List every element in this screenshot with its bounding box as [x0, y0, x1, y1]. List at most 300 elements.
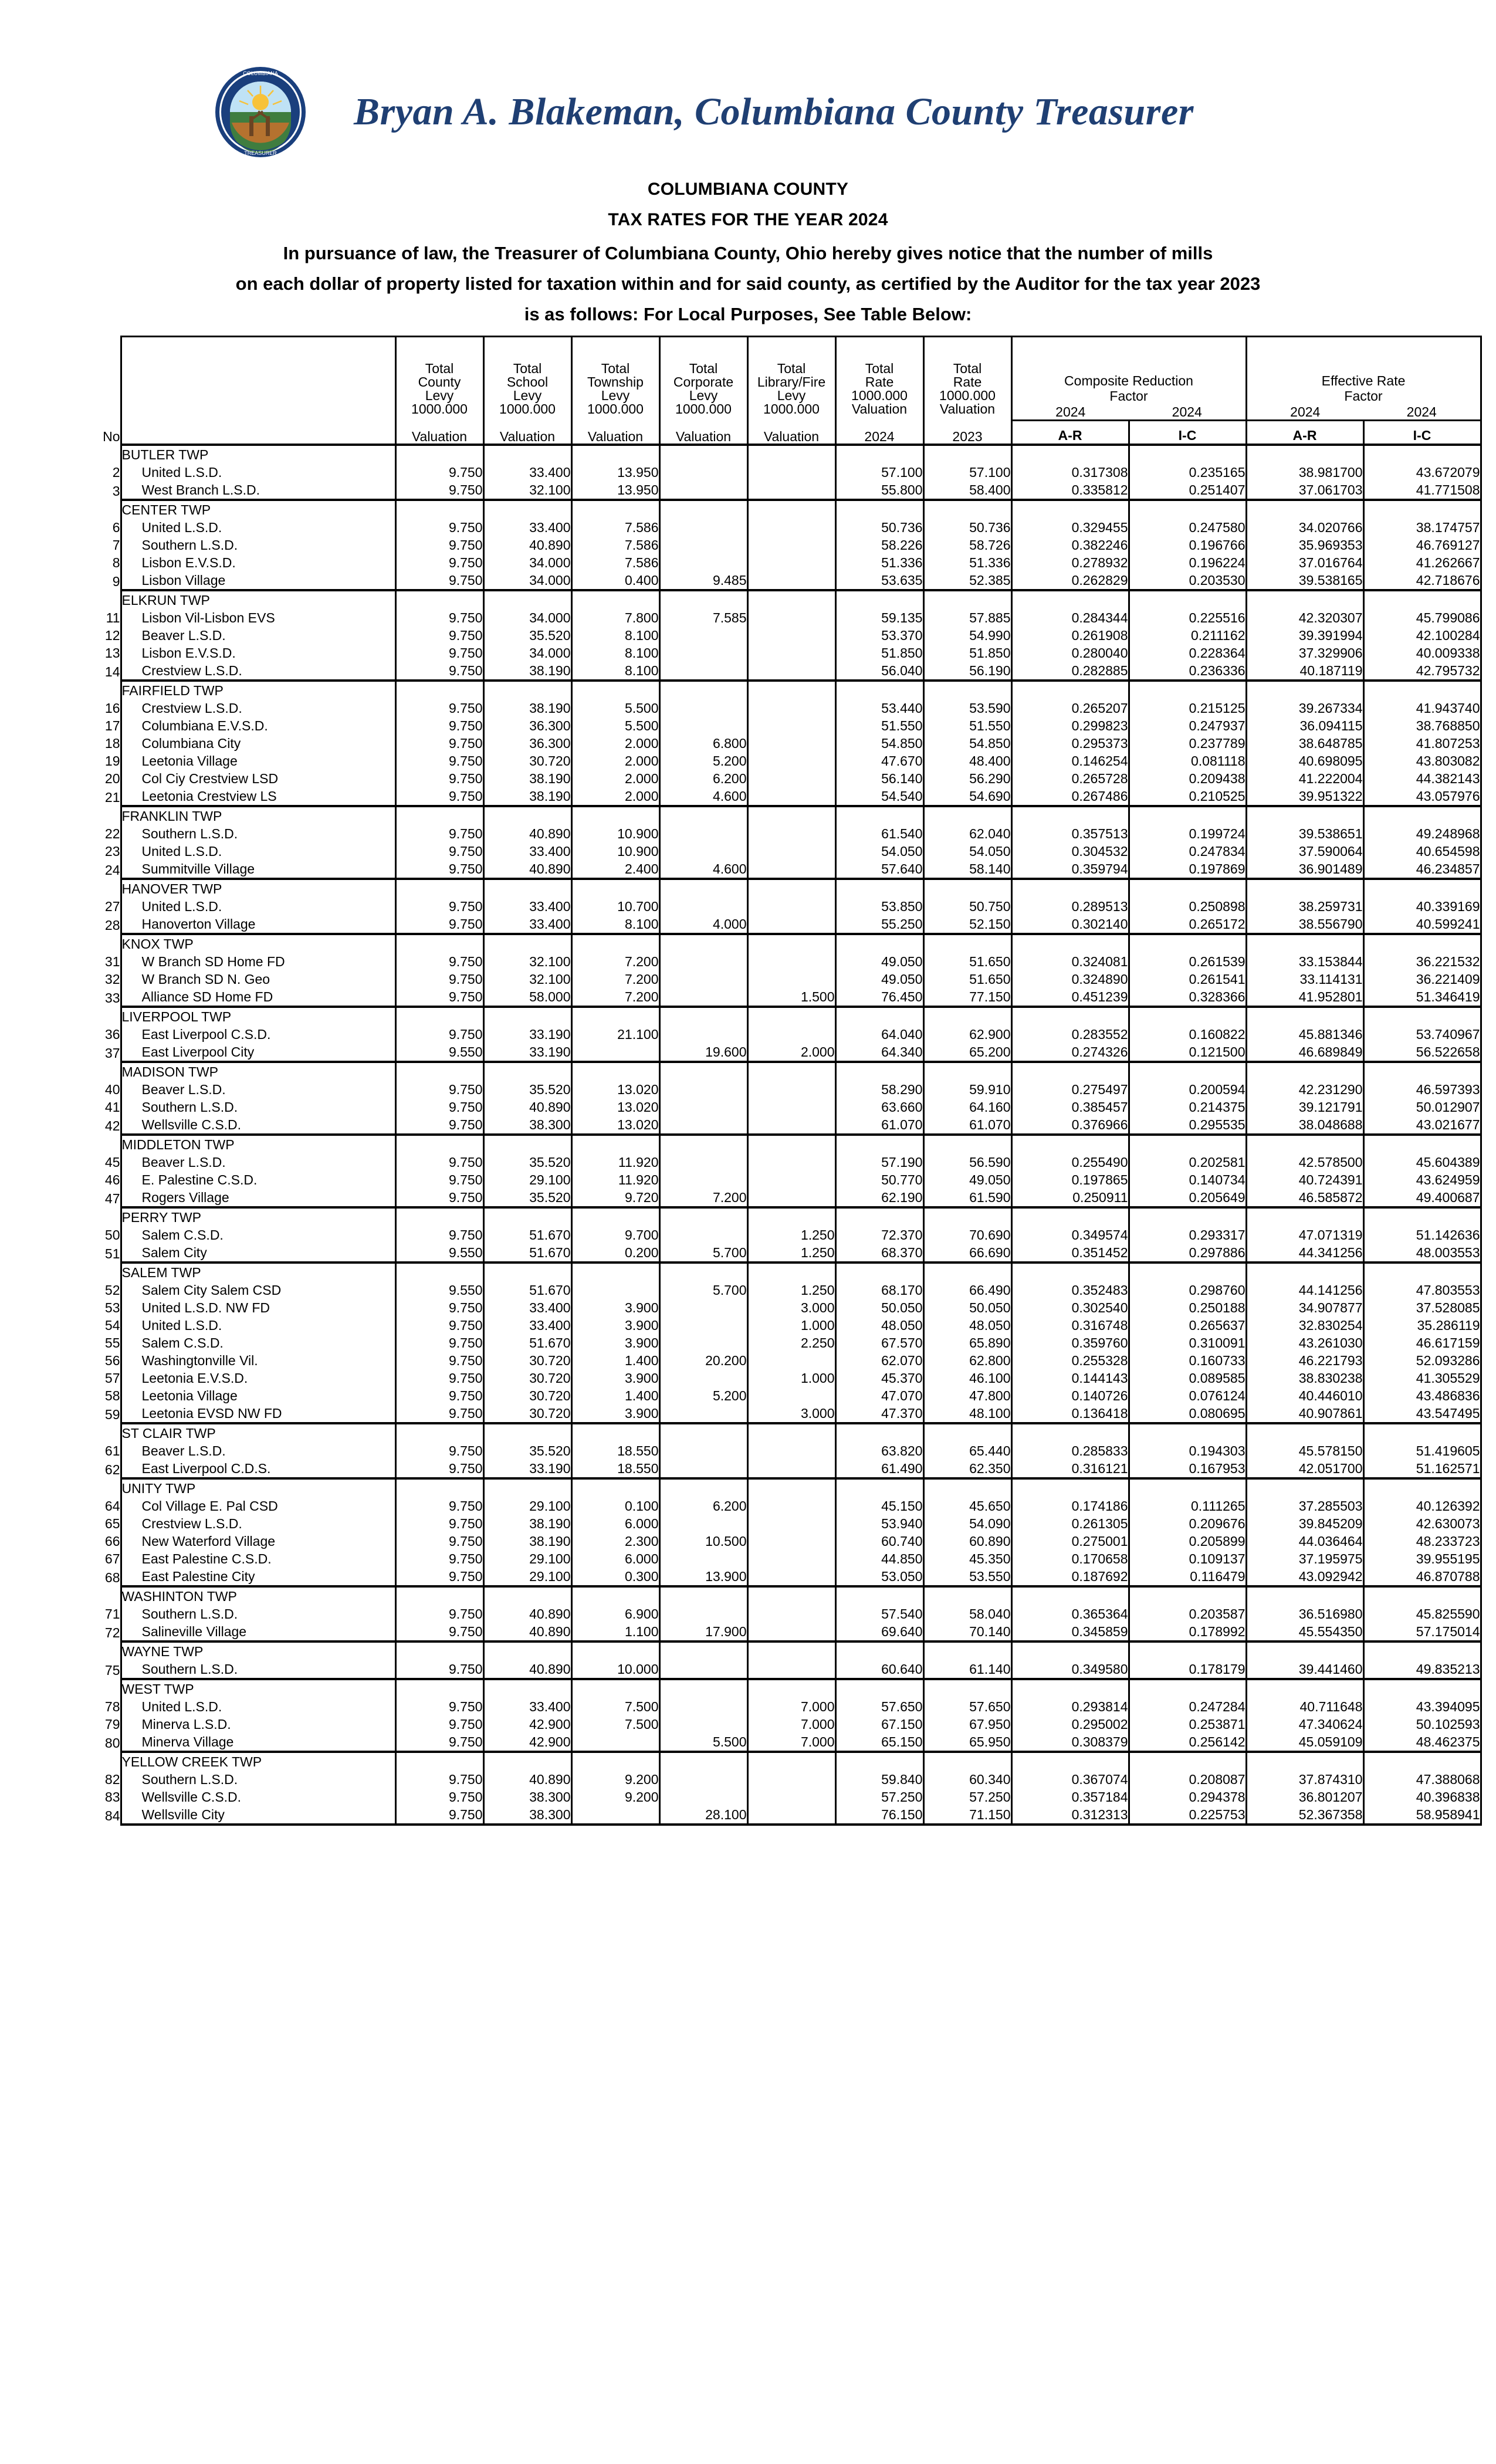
- cell-erf_ic: 45.604389: [1363, 1153, 1481, 1171]
- cell-rate2024: 58.226: [835, 536, 923, 554]
- cell-school: 30.720: [483, 1404, 571, 1423]
- cell-erf_ar: 37.061703: [1246, 481, 1363, 500]
- empty-cell: [747, 879, 835, 898]
- district-name: East Palestine C.S.D.: [121, 1550, 395, 1568]
- cell-erf_ic: 36.221532: [1363, 953, 1481, 970]
- cell-erf_ic: 43.624959: [1363, 1171, 1481, 1189]
- cell-crf_ar: 0.282885: [1011, 662, 1129, 681]
- cell-erf_ic: 40.396838: [1363, 1788, 1481, 1806]
- empty-cell: [1011, 879, 1129, 898]
- cell-rate2023: 46.100: [923, 1369, 1011, 1387]
- district-name: United L.S.D.: [121, 842, 395, 860]
- table-row: [87, 644, 1481, 662]
- cell-corporate: [659, 1771, 747, 1788]
- cell-rate2024: 47.070: [835, 1387, 923, 1404]
- district-name: Lisbon E.V.S.D.: [121, 644, 395, 662]
- cell-crf_ic: 0.293317: [1129, 1226, 1246, 1244]
- cell-erf_ic: 53.740967: [1363, 1025, 1481, 1043]
- county-line: COLUMBIANA COUNTY: [647, 180, 849, 199]
- table-row: [87, 1497, 1481, 1515]
- empty-cell: [747, 1586, 835, 1605]
- cell-erf_ic: 40.654598: [1363, 842, 1481, 860]
- cell-school: 33.400: [483, 1698, 571, 1715]
- cell-corporate: [659, 717, 747, 735]
- cell-corporate: [659, 1788, 747, 1806]
- empty-cell: [1363, 806, 1481, 825]
- cell-rate2024: 76.450: [835, 988, 923, 1007]
- cell-rate2024: 50.736: [835, 519, 923, 536]
- cell-rate2023: 52.385: [923, 571, 1011, 590]
- cell-school: 38.190: [483, 1532, 571, 1550]
- cell-corporate: 20.200: [659, 1352, 747, 1369]
- empty-cell: [395, 1062, 483, 1081]
- cell-corporate: 10.500: [659, 1532, 747, 1550]
- cell-corporate: [659, 699, 747, 717]
- empty-cell: [395, 1752, 483, 1771]
- township-name: WEST TWP: [121, 1679, 395, 1698]
- row-number: 3: [112, 483, 120, 499]
- table-row: [87, 842, 1481, 860]
- hdr-line: Total: [953, 361, 982, 376]
- table-row: [87, 662, 1481, 681]
- header-total-rate-2024: [835, 337, 923, 445]
- cell-rate2024: 76.150: [835, 1806, 923, 1825]
- cell-school: 35.520: [483, 627, 571, 644]
- cell-libfire: [747, 1352, 835, 1369]
- cell-rate2024: 53.635: [835, 571, 923, 590]
- row-number: 18: [104, 736, 120, 751]
- cell-corporate: [659, 970, 747, 988]
- cell-township: 0.400: [571, 571, 659, 590]
- cell-township: 18.550: [571, 1460, 659, 1478]
- cell-township: 8.100: [571, 627, 659, 644]
- cell-crf_ic: 0.294378: [1129, 1788, 1246, 1806]
- empty-cell: [1011, 500, 1129, 519]
- cell-erf_ic: 51.346419: [1363, 988, 1481, 1007]
- cell-county: 9.750: [395, 481, 483, 500]
- hdr-line: Levy: [777, 388, 806, 403]
- cell-crf_ic: 0.116479: [1129, 1568, 1246, 1586]
- cell-rate2023: 51.336: [923, 554, 1011, 571]
- cell-rate2023: 45.350: [923, 1550, 1011, 1568]
- cell-township: 3.900: [571, 1316, 659, 1334]
- township-name: KNOX TWP: [121, 934, 395, 953]
- cell-libfire: [747, 842, 835, 860]
- empty-cell: [483, 1423, 571, 1442]
- cell-corporate: 9.485: [659, 571, 747, 590]
- cell-township: 7.586: [571, 536, 659, 554]
- cell-erf_ic: 49.835213: [1363, 1660, 1481, 1679]
- hdr-line: Valuation: [675, 429, 732, 444]
- cell-rate2023: 62.900: [923, 1025, 1011, 1043]
- table-row: [87, 1550, 1481, 1568]
- district-name: Alliance SD Home FD: [121, 988, 395, 1007]
- cell-rate2023: 62.040: [923, 825, 1011, 842]
- row-number: 45: [104, 1155, 120, 1170]
- cell-rate2023: 64.160: [923, 1098, 1011, 1116]
- cell-erf_ar: 39.538165: [1246, 571, 1363, 590]
- cell-erf_ar: 36.094115: [1246, 717, 1363, 735]
- cell-school: 33.400: [483, 842, 571, 860]
- cell-school: 29.100: [483, 1497, 571, 1515]
- cell-erf_ic: 46.769127: [1363, 536, 1481, 554]
- cell-rate2024: 53.850: [835, 898, 923, 915]
- hdr-line: Valuation: [939, 401, 996, 417]
- cell-township: 8.100: [571, 662, 659, 681]
- header-erf-ic: I-C: [1363, 421, 1481, 445]
- cell-crf_ar: 0.349580: [1011, 1660, 1129, 1679]
- cell-rate2023: 65.440: [923, 1442, 1011, 1460]
- cell-crf_ic: 0.228364: [1129, 644, 1246, 662]
- cell-crf_ar: 0.349574: [1011, 1226, 1129, 1244]
- district-name: East Palestine City: [121, 1568, 395, 1586]
- row-number: 75: [104, 1663, 120, 1678]
- row-number: 46: [104, 1172, 120, 1187]
- empty-cell: [395, 1207, 483, 1226]
- cell-crf_ar: 0.345859: [1011, 1623, 1129, 1641]
- empty-cell: [1129, 1478, 1246, 1497]
- row-number: 31: [104, 954, 120, 969]
- cell-school: 38.190: [483, 662, 571, 681]
- cell-libfire: [747, 662, 835, 681]
- empty-cell: [835, 681, 923, 699]
- cell-township: 2.000: [571, 735, 659, 752]
- empty-cell: [1129, 500, 1246, 519]
- table-row: [87, 752, 1481, 770]
- table-row: [87, 1404, 1481, 1423]
- cell-crf_ar: 0.293814: [1011, 1698, 1129, 1715]
- row-number: 56: [104, 1353, 120, 1368]
- empty-cell: [571, 1062, 659, 1081]
- township-name: MADISON TWP: [121, 1062, 395, 1081]
- cell-school: 51.670: [483, 1334, 571, 1352]
- cell-township: 13.020: [571, 1081, 659, 1098]
- cell-libfire: [747, 571, 835, 590]
- cell-county: 9.750: [395, 1352, 483, 1369]
- table-row: [87, 898, 1481, 915]
- cell-erf_ic: 45.825590: [1363, 1605, 1481, 1623]
- empty-cell: [1246, 934, 1363, 953]
- township-section-row: [87, 1423, 1481, 1442]
- row-number: [87, 681, 121, 699]
- cell-township: 1.400: [571, 1387, 659, 1404]
- cell-township: 7.200: [571, 988, 659, 1007]
- cell-crf_ic: 0.237789: [1129, 735, 1246, 752]
- cell-erf_ic: 46.234857: [1363, 860, 1481, 879]
- cell-crf_ic: 0.295535: [1129, 1116, 1246, 1135]
- cell-crf_ar: 0.289513: [1011, 898, 1129, 915]
- table-row: [87, 1316, 1481, 1334]
- cell-erf_ar: 37.016764: [1246, 554, 1363, 571]
- empty-cell: [1129, 1423, 1246, 1442]
- taxrates-line: TAX RATES FOR THE YEAR 2024: [608, 210, 888, 229]
- cell-county: 9.750: [395, 970, 483, 988]
- row-number: 68: [104, 1570, 120, 1585]
- cell-crf_ar: 0.357513: [1011, 825, 1129, 842]
- row-number: [87, 1135, 121, 1153]
- cell-libfire: [747, 1568, 835, 1586]
- cell-corporate: [659, 1299, 747, 1316]
- row-number: [87, 1586, 121, 1605]
- cell-rate2023: 65.950: [923, 1733, 1011, 1752]
- cell-township: 7.800: [571, 609, 659, 627]
- cell-school: 34.000: [483, 644, 571, 662]
- header-blank: [121, 337, 395, 445]
- cell-libfire: [747, 770, 835, 787]
- empty-cell: [1246, 1423, 1363, 1442]
- empty-cell: [1129, 1135, 1246, 1153]
- cell-crf_ic: 0.261539: [1129, 953, 1246, 970]
- row-number: 66: [104, 1534, 120, 1549]
- row-number: 84: [104, 1808, 120, 1823]
- hdr-spacer: [661, 416, 747, 430]
- header-group-composite-reduction-factor: [1011, 337, 1246, 421]
- empty-cell: [1011, 1586, 1129, 1605]
- cell-county: 9.750: [395, 609, 483, 627]
- cell-libfire: 1.250: [747, 1226, 835, 1244]
- empty-cell: [835, 590, 923, 609]
- empty-cell: [835, 1641, 923, 1660]
- cell-corporate: [659, 1660, 747, 1679]
- table-row: [87, 1771, 1481, 1788]
- township-name: MIDDLETON TWP: [121, 1135, 395, 1153]
- cell-erf_ar: 37.285503: [1246, 1497, 1363, 1515]
- empty-cell: [1246, 806, 1363, 825]
- table-row: [87, 1352, 1481, 1369]
- cell-crf_ar: 0.267486: [1011, 787, 1129, 806]
- empty-cell: [747, 1062, 835, 1081]
- cell-county: 9.750: [395, 627, 483, 644]
- empty-cell: [747, 590, 835, 609]
- cell-school: 34.000: [483, 571, 571, 590]
- district-name: Salineville Village: [121, 1623, 395, 1641]
- empty-cell: [923, 1263, 1011, 1281]
- cell-township: 6.000: [571, 1515, 659, 1532]
- empty-cell: [1011, 806, 1129, 825]
- cell-rate2023: 51.650: [923, 953, 1011, 970]
- cell-township: 10.000: [571, 1660, 659, 1679]
- cell-school: 33.190: [483, 1043, 571, 1062]
- table-row: [87, 1623, 1481, 1641]
- empty-cell: [747, 445, 835, 463]
- cell-township: 10.700: [571, 898, 659, 915]
- district-name: New Waterford Village: [121, 1532, 395, 1550]
- cell-township: 6.900: [571, 1605, 659, 1623]
- row-number: 80: [104, 1735, 120, 1751]
- empty-cell: [483, 879, 571, 898]
- hdr-line: County: [418, 374, 461, 390]
- empty-cell: [483, 1478, 571, 1497]
- cell-rate2024: 63.820: [835, 1442, 923, 1460]
- notice-line-3: is as follows: For Local Purposes, See Table Below:: [524, 304, 972, 324]
- cell-county: 9.750: [395, 1299, 483, 1316]
- cell-erf_ic: 46.870788: [1363, 1568, 1481, 1586]
- table-row: [87, 970, 1481, 988]
- cell-crf_ar: 0.274326: [1011, 1043, 1129, 1062]
- cell-county: 9.750: [395, 1550, 483, 1568]
- township-name: UNITY TWP: [121, 1478, 395, 1497]
- cell-libfire: [747, 1550, 835, 1568]
- cell-township: [571, 1043, 659, 1062]
- cell-school: 33.400: [483, 1299, 571, 1316]
- header-total-rate-2023: [923, 337, 1011, 445]
- cell-erf_ic: 36.221409: [1363, 970, 1481, 988]
- row-number: 72: [104, 1625, 120, 1640]
- district-name: Beaver L.S.D.: [121, 1153, 395, 1171]
- cell-crf_ic: 0.167953: [1129, 1460, 1246, 1478]
- cell-rate2023: 51.550: [923, 717, 1011, 735]
- cell-school: 40.890: [483, 1771, 571, 1788]
- cell-corporate: 5.700: [659, 1244, 747, 1263]
- cell-crf_ic: 0.247580: [1129, 519, 1246, 536]
- cell-erf_ar: 45.881346: [1246, 1025, 1363, 1043]
- empty-cell: [1363, 1135, 1481, 1153]
- table-row: [87, 953, 1481, 970]
- cell-erf_ic: 41.943740: [1363, 699, 1481, 717]
- cell-rate2024: 68.170: [835, 1281, 923, 1299]
- cell-corporate: [659, 1715, 747, 1733]
- cell-school: 33.190: [483, 1460, 571, 1478]
- township-section-row: [87, 1007, 1481, 1025]
- empty-cell: [835, 1478, 923, 1497]
- cell-rate2023: 58.400: [923, 481, 1011, 500]
- cell-county: 9.550: [395, 1244, 483, 1263]
- empty-cell: [1129, 879, 1246, 898]
- cell-township: 0.300: [571, 1568, 659, 1586]
- cell-libfire: [747, 953, 835, 970]
- table-row: [87, 1098, 1481, 1116]
- cell-crf_ic: 0.140734: [1129, 1171, 1246, 1189]
- district-name: Southern L.S.D.: [121, 1771, 395, 1788]
- cell-crf_ar: 0.144143: [1011, 1369, 1129, 1387]
- empty-cell: [1129, 1586, 1246, 1605]
- empty-cell: [395, 500, 483, 519]
- empty-cell: [835, 445, 923, 463]
- cell-libfire: [747, 699, 835, 717]
- cell-county: 9.750: [395, 1189, 483, 1207]
- district-name: Crestview L.S.D.: [121, 1515, 395, 1532]
- empty-cell: [571, 1641, 659, 1660]
- cell-rate2024: 47.670: [835, 752, 923, 770]
- cell-rate2024: 60.640: [835, 1660, 923, 1679]
- cell-erf_ar: 38.830238: [1246, 1369, 1363, 1387]
- cell-erf_ic: 39.955195: [1363, 1550, 1481, 1568]
- cell-erf_ic: 40.126392: [1363, 1497, 1481, 1515]
- table-row: [87, 1788, 1481, 1806]
- cell-county: 9.750: [395, 1497, 483, 1515]
- hdr-year-ic: 2024: [1172, 404, 1202, 419]
- cell-township: 21.100: [571, 1025, 659, 1043]
- cell-crf_ar: 0.352483: [1011, 1281, 1129, 1299]
- empty-cell: [1363, 879, 1481, 898]
- cell-erf_ic: 43.486836: [1363, 1387, 1481, 1404]
- cell-township: 18.550: [571, 1442, 659, 1460]
- cell-township: [571, 1733, 659, 1752]
- empty-cell: [659, 1752, 747, 1771]
- cell-rate2023: 70.140: [923, 1623, 1011, 1641]
- district-name: Wellsville City: [121, 1806, 395, 1825]
- cell-libfire: [747, 898, 835, 915]
- empty-cell: [923, 1641, 1011, 1660]
- cell-corporate: [659, 1334, 747, 1352]
- cell-school: 35.520: [483, 1442, 571, 1460]
- cell-township: 7.200: [571, 970, 659, 988]
- empty-cell: [659, 806, 747, 825]
- hdr-spacer: [925, 416, 1011, 430]
- cell-erf_ar: 43.092942: [1246, 1568, 1363, 1586]
- cell-township: 11.920: [571, 1171, 659, 1189]
- cell-county: 9.750: [395, 1098, 483, 1116]
- cell-township: 9.200: [571, 1788, 659, 1806]
- empty-cell: [835, 806, 923, 825]
- table-row: [87, 735, 1481, 752]
- cell-libfire: [747, 1098, 835, 1116]
- empty-cell: [483, 590, 571, 609]
- empty-cell: [923, 681, 1011, 699]
- cell-township: 9.200: [571, 1771, 659, 1788]
- cell-corporate: [659, 1460, 747, 1478]
- cell-rate2023: 65.890: [923, 1334, 1011, 1352]
- cell-rate2024: 49.050: [835, 970, 923, 988]
- hdr-spacer: [485, 416, 571, 430]
- empty-cell: [1129, 1752, 1246, 1771]
- row-number: 21: [104, 790, 120, 805]
- cell-corporate: [659, 1404, 747, 1423]
- hdr-years: [1247, 404, 1480, 419]
- row-number: 41: [104, 1099, 120, 1115]
- cell-erf_ic: 43.057976: [1363, 787, 1481, 806]
- cell-school: 40.890: [483, 1605, 571, 1623]
- cell-erf_ic: 52.093286: [1363, 1352, 1481, 1369]
- township-name: FAIRFIELD TWP: [121, 681, 395, 699]
- cell-corporate: [659, 662, 747, 681]
- cell-erf_ic: 57.175014: [1363, 1623, 1481, 1641]
- cell-libfire: [747, 644, 835, 662]
- cell-libfire: [747, 1623, 835, 1641]
- cell-county: 9.750: [395, 842, 483, 860]
- table-row: [87, 1715, 1481, 1733]
- header-no-label: No: [103, 429, 120, 444]
- table-row: [87, 717, 1481, 735]
- empty-cell: [659, 1263, 747, 1281]
- cell-county: 9.750: [395, 717, 483, 735]
- township-name: LIVERPOOL TWP: [121, 1007, 395, 1025]
- cell-crf_ar: 0.367074: [1011, 1771, 1129, 1788]
- cell-rate2024: 57.540: [835, 1605, 923, 1623]
- cell-township: 3.900: [571, 1334, 659, 1352]
- cell-corporate: [659, 1116, 747, 1135]
- row-number: 79: [104, 1717, 120, 1732]
- empty-cell: [1363, 590, 1481, 609]
- cell-crf_ic: 0.250188: [1129, 1299, 1246, 1316]
- empty-cell: [923, 1423, 1011, 1442]
- cell-rate2023: 49.050: [923, 1171, 1011, 1189]
- district-name: United L.S.D. NW FD: [121, 1299, 395, 1316]
- cell-county: 9.750: [395, 1025, 483, 1043]
- cell-school: 34.000: [483, 554, 571, 571]
- table-row: [87, 1442, 1481, 1460]
- township-name: WAYNE TWP: [121, 1641, 395, 1660]
- cell-crf_ar: 0.295373: [1011, 735, 1129, 752]
- row-number: 24: [104, 862, 120, 878]
- empty-cell: [483, 1752, 571, 1771]
- empty-cell: [395, 1478, 483, 1497]
- empty-cell: [923, 879, 1011, 898]
- cell-school: 30.720: [483, 1369, 571, 1387]
- cell-erf_ar: 39.951322: [1246, 787, 1363, 806]
- cell-school: 33.400: [483, 1316, 571, 1334]
- row-number: 13: [104, 645, 120, 661]
